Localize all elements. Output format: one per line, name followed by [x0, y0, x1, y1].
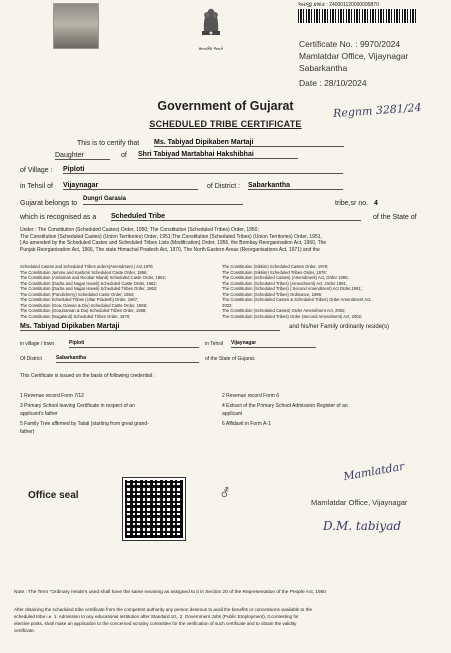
signed-name: D.M. tabiyad: [323, 519, 402, 533]
emblem-caption: સત્યમેવ જયતે: [198, 46, 224, 51]
village-label: of Village :: [20, 167, 53, 174]
credentials-left: [20, 392, 220, 436]
under-line: [ As amended by the Scheduled Castes and Scheduled Tribes Lists (Modification) Order, 1956, the Bombay Reorganisation Act, 1960, The: [20, 240, 327, 247]
tribe-name: Dungri Garasia: [83, 196, 243, 205]
footer-line: elective posts, shall make an application to the concerned scrutiny committee for the verification of such certificate and to obtain the validity: [14, 621, 297, 626]
qr-code[interactable]: [123, 478, 185, 540]
residence-tehsil: Vijaynagar: [231, 340, 316, 348]
order-item: The Constitution (Scheduled Castes) Order Amendment Act, 2002;: [222, 308, 346, 313]
order-item: The Constitution (Scheduled Tribes) Order (Second Amendment) Act, 2002;: [222, 313, 363, 319]
certificate-no-label: Certificate No. :: [299, 39, 358, 49]
credential-item: 4 Extract of the Primary School Admission Register of an: [222, 403, 348, 409]
applicant-photo: [53, 3, 99, 49]
recognised-label: which is recognised as a: [20, 214, 97, 221]
order-item: The Constitution (Pondicherry) Scheduled Caste Order, 1964;: [20, 291, 135, 297]
signatory-office: Mamlatdar Office, Vijaynagar: [311, 498, 408, 507]
order-item: The Constitution (Goa, Daman & Diu) Scheduled Caste Order, 1968;: [20, 302, 148, 308]
state-emblem: [193, 3, 229, 51]
father-name: Shri Tabiyad Martabhai Hakshibhai: [138, 151, 298, 159]
order-item: The Constitution (Scheduled Tribes) ( Second Amendment) Act Order,1991;: [222, 286, 362, 291]
credential-item: 3 Primary School leaving Certificate in respect of an: [20, 403, 135, 409]
order-item: The Constitution (Goa,Daman & Diu) Scheduled Tribes Order, 1968;: [20, 308, 147, 313]
residence-tehsil-label: in Tehsil: [205, 341, 223, 347]
barcode: [298, 9, 416, 23]
footer-text: [14, 606, 444, 634]
footer-line: After obtaining the scheduled tribe certificate from the competent authority any person desirous to avail the benefits or concessions available to the: [14, 607, 312, 612]
basis-title: This Certificate is issued on the basis of following credential :: [20, 373, 155, 379]
office-line2: Sabarkantha: [299, 63, 348, 73]
orders-right-column: [222, 264, 422, 319]
orders-left-column: [20, 264, 220, 319]
of-label: of: [121, 152, 127, 159]
order-item: The Constitution (Dadra and Nagar Haveli) Scheduled Caste Order, 1962;: [20, 280, 157, 286]
tribe-no-label: tribe,sr no.: [335, 200, 369, 207]
order-item: 2002;: [222, 302, 233, 308]
order-item: The Constitution Scheduled Tribes (Uttar Pradesh) Order, 1967;: [20, 297, 139, 302]
credential-item: 2 Revenue record Form 6: [222, 393, 279, 399]
office-line1: Mamlatdar Office, Vijaynagar: [299, 51, 409, 61]
note-text: Note : The Term "Ordinary reside's used shall have the same meaning as assigned to it in Section 20 of the Representation of the People Act, 1950: [14, 590, 327, 595]
applicant-name: Ms. Tabiyad Dipikaben Martaji: [154, 139, 344, 147]
credential-item: 1 Revenue record Form 7/12: [20, 393, 84, 399]
office-seal-label: Office seal: [28, 490, 79, 501]
signature-scribble: Mamlatdar: [342, 459, 406, 484]
footer-line: certificate.: [14, 628, 35, 633]
lion-capital-icon: [194, 3, 228, 41]
district-label: of District :: [207, 183, 241, 190]
order-item: The Constitution (Scheduled Castes) (Amendment) Act, Order 1990;: [222, 275, 349, 280]
certificate-no: 9970/2024: [359, 39, 401, 49]
tribe-no: 4: [374, 200, 378, 207]
certify-label: This is to certify that: [77, 140, 140, 147]
residence-state: of the State of Gujarat.: [205, 356, 256, 362]
category-value: Scheduled Tribe: [111, 213, 361, 221]
under-text: [20, 227, 440, 253]
state-of-label: of the State of: [373, 214, 417, 221]
credential-item: 5 Family Tree affirmed by Talati (starting from great grand-: [20, 421, 149, 427]
certificate-title: SCHEDULED TRIBE CERTIFICATE: [149, 119, 302, 129]
credential-item: applicant: [222, 411, 243, 417]
tehsil-value: Vijaynagar: [63, 182, 198, 190]
under-line: The Constitution (Scheduled Castes) (Union Territories) Order, 1951;The Constitution (Scheduled Tribes) (Union Territories) Order, 1951,: [20, 233, 322, 240]
handwritten-reference: Regnm 3281/24: [332, 100, 422, 121]
government-title: Government of Gujarat: [157, 99, 294, 113]
date-label: Date :: [299, 78, 322, 88]
order-item: Scheduled Castes and Scheduled Tribes orders(Amendment ) Act,1976: [20, 264, 153, 269]
belongs-label: Gujarat belongs to: [20, 200, 78, 207]
residence-district-label: Of District: [20, 356, 42, 362]
residence-village: Piploti: [69, 340, 199, 348]
residence-district: Sabarkantha: [56, 355, 199, 363]
order-item: The Constitution (Scheduled Castes & Scheduled Tribes) Order Amendment Act,: [222, 297, 372, 302]
photo-placeholder-icon: ⚦: [220, 486, 231, 500]
order-item: The Constitution (Sikkim) Scheduled Tribes Order, 1978;: [222, 269, 327, 275]
tehsil-label: in Tehsil of: [20, 183, 53, 190]
credentials-right: [222, 392, 422, 428]
footer-line: scheduled tribe i.e. 1. Admission to any educational institution after Standard 10,, 2. Government Jobs (Public Employment), 3.contesting for: [14, 614, 299, 619]
village-value: Piploti: [63, 166, 343, 174]
under-line: Under : The Constitution (Scheduled Castes) Order, 1950; The Constitution (Scheduled Tribes) Order, 1950;: [20, 227, 259, 233]
header-info: [299, 38, 408, 89]
order-item: The Constitution (Nagaland) Scheduled Tribes Order, 1970;: [20, 313, 131, 319]
residence-village-label: in village / town: [20, 341, 55, 347]
credential-item: applicant's father: [20, 411, 58, 417]
under-line: Punjab Reorganisation Act, 1966, The state Himachal Pradesh Act, 1970, The North Eastern Areas (Reorganisations Act, 1971) and the: [20, 246, 320, 253]
credential-item: father): [20, 429, 35, 435]
credential-item: 6 Affidavit in Form A-1: [222, 421, 271, 427]
relation: Daughter: [55, 152, 110, 160]
order-item: The Constitution (Dadra and Nagar Haveli) Scheduled Tribes Order, 1962;: [20, 286, 158, 291]
order-item: The Constitution (Andaman and Nicobar Island) Scheduled Caste Order, 1962;: [20, 275, 166, 280]
order-item: The Constitution (Scheduled Tribes) (Amendment) Act, Order 1991;: [222, 280, 347, 286]
certificate-date: 28/10/2024: [324, 78, 367, 88]
order-item: The Constitution (Sikkim) Scheduled Castes Order, 1978;: [222, 264, 329, 269]
application-serial: અરજી ક્રમાંક : 240001120000099870: [298, 2, 379, 8]
resident-name: Ms. Tabiyad Dipikaben Martaji: [20, 323, 280, 331]
family-text: and his/her Family ordinarily reside(s): [289, 324, 390, 330]
order-item: The Constitution (Scheduled Tribes) Ordinance, 1996;: [222, 291, 323, 297]
district-value: Sabarkantha: [248, 182, 343, 190]
order-item: The Constitution Jammu and Kashmir Scheduled Caste Order, 1956;: [20, 269, 148, 275]
